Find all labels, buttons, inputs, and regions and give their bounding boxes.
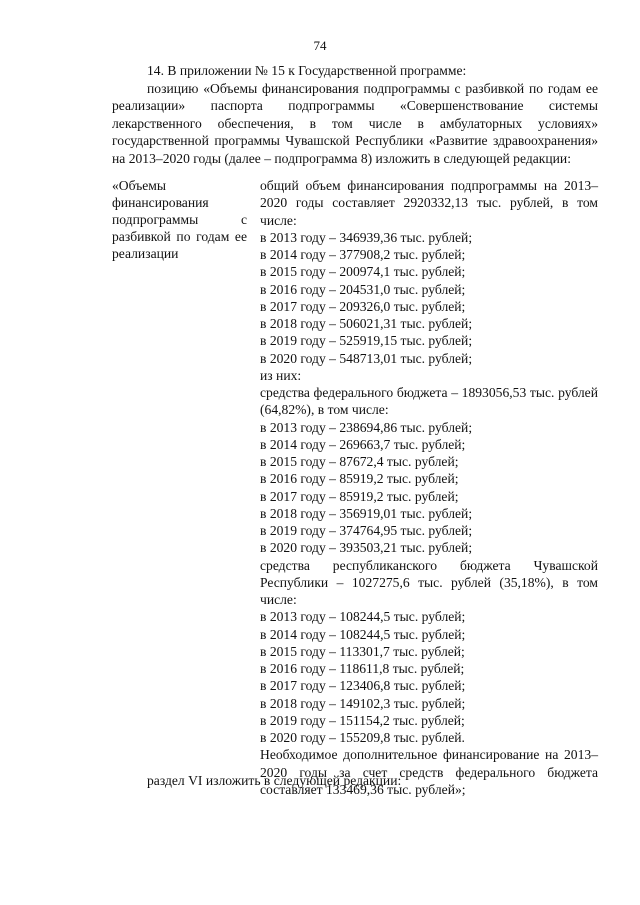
list-item: в 2014 году – 108244,5 тыс. рублей; [260, 626, 466, 642]
list-item: в 2014 году – 269663,7 тыс. рублей; [260, 436, 466, 452]
list-item: в 2013 году – 238694,86 тыс. рублей; [260, 419, 473, 435]
list-item: в 2018 году – 356919,01 тыс. рублей; [260, 505, 473, 521]
list-item: в 2020 году – 155209,8 тыс. рублей. [260, 730, 465, 745]
list-item: в 2016 году – 118611,8 тыс. рублей; [260, 661, 465, 676]
intro-section [112, 62, 598, 168]
list-item: в 2015 году – 113301,7 тыс. рублей; [260, 643, 465, 659]
list-item: в 2020 году – 548713,01 тыс. рублей; [260, 350, 473, 366]
list-item: в 2013 году – 108244,5 тыс. рублей; [260, 609, 466, 625]
list-item: в 2013 году – 346939,36 тыс. рублей; [260, 229, 473, 245]
list-item: в 2019 году – 525919,15 тыс. рублей; [260, 333, 473, 349]
list-item: в 2018 году – 149102,3 тыс. рублей; [260, 695, 466, 711]
list-item: в 2017 году – 123406,8 тыс. рублей; [260, 678, 466, 694]
total-years-list [260, 229, 598, 367]
list-item: в 2015 году – 200974,1 тыс. рублей; [260, 264, 466, 280]
intro-item-heading: 14. В приложении № 15 к Государственной программе: [147, 63, 467, 78]
federal-intro: средства федерального бюджета – 1893056,53 тыс. рублей (64,82%), в том числе: [260, 385, 598, 418]
republic-years-list [260, 608, 598, 746]
republic-intro: средства республиканского бюджета Чувашской Республики – 1027275,6 тыс. рублей (35,18%), в том числе: [260, 557, 598, 607]
list-item: в 2015 году – 87672,4 тыс. рублей; [260, 454, 459, 469]
list-item: в 2016 году – 204531,0 тыс. рублей; [260, 281, 466, 297]
list-item: в 2019 году – 151154,2 тыс. рублей; [260, 712, 465, 728]
page-number: 74 [313, 38, 327, 53]
table-left-label: «Объемы финансирования подпрограммы с разбивкой по годам ее реализации [112, 178, 247, 261]
list-item: в 2018 году – 506021,31 тыс. рублей; [260, 316, 473, 331]
additional-financing: Необходимое дополнительное финансирование на 2013–2020 годы за счет средств федерального бюджета составляет 133469,36 тыс. рублей»; [260, 747, 598, 797]
of-them-label: из них: [260, 367, 302, 383]
total-intro: общий объем финансирования подпрограммы на 2013–2020 годы составляет 2920332,13 тыс. рублей, в том числе: [260, 178, 598, 228]
list-item: в 2014 году – 377908,2 тыс. рублей; [260, 247, 466, 262]
list-item: в 2017 году – 85919,2 тыс. рублей; [260, 488, 459, 504]
outro-line: раздел VI изложить в следующей редакции: [147, 773, 402, 788]
federal-years-list [260, 419, 598, 557]
intro-paragraph: позицию «Объемы финансирования подпрограммы с разбивкой по годам ее реализации» паспорта подпрограммы «Совершенствование системы лекарственного обеспечения, в том числе в амбулаторных условиях» государственной программы Чувашской Республики «Развитие здравоохранения» на 2013–2020 годы (далее – подпрограмма 8) изложить в следующей редакции: [112, 80, 598, 166]
list-item: в 2017 году – 209326,0 тыс. рублей; [260, 298, 466, 314]
table-right-content [260, 177, 598, 798]
list-item: в 2016 году – 85919,2 тыс. рублей; [260, 471, 459, 487]
list-item: в 2019 году – 374764,95 тыс. рублей; [260, 523, 473, 538]
list-item: в 2020 году – 393503,21 тыс. рублей; [260, 540, 473, 556]
